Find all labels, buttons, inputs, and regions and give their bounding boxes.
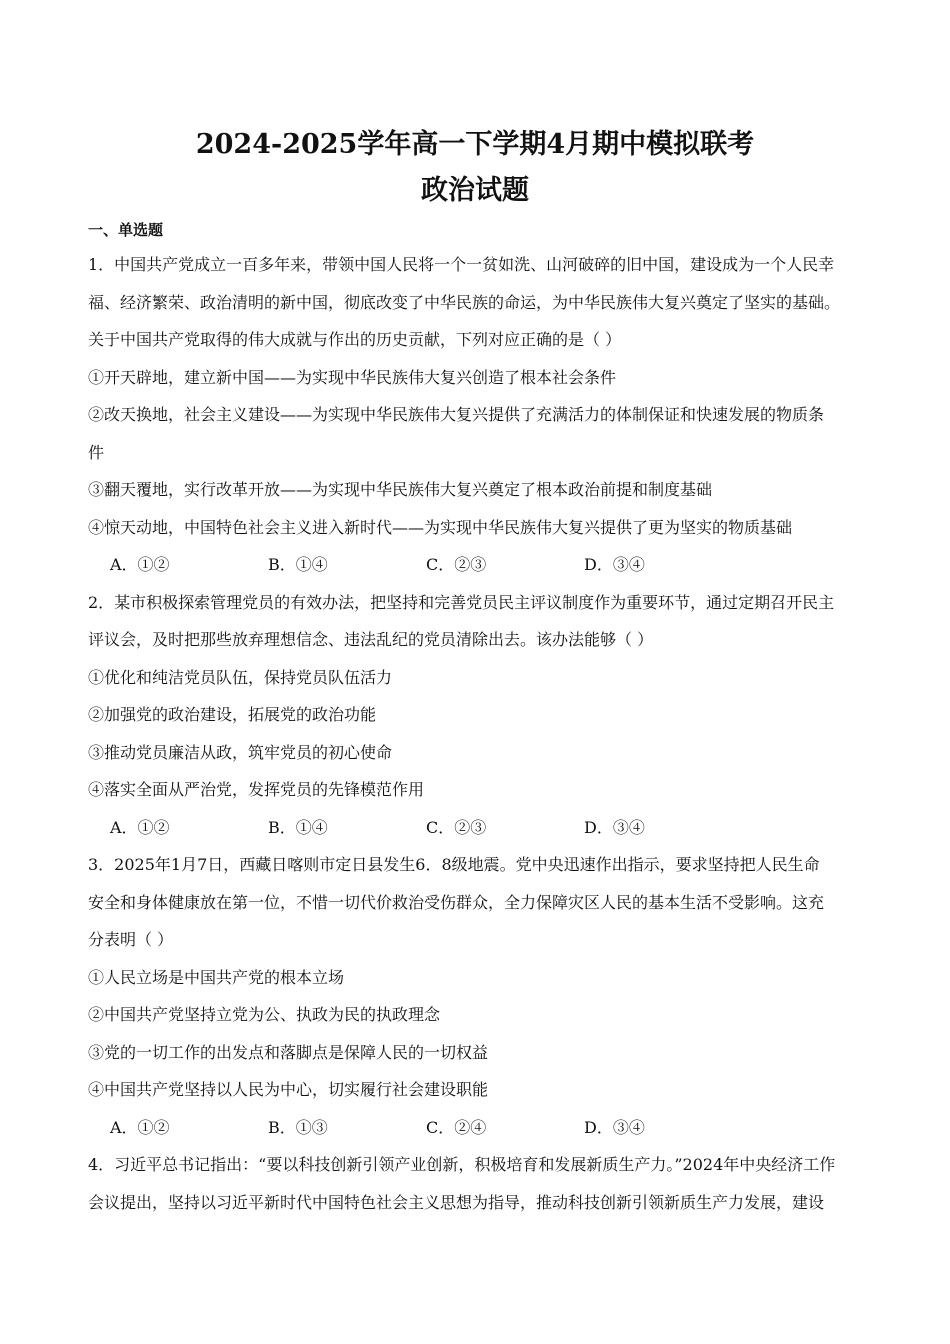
question-line: 安全和身体健康放在第一位，不惜一切代价救治受伤群众，全力保障灾区人民的基本生活不受影响。这充 — [88, 892, 825, 912]
answer-option: C．②④ — [426, 1117, 487, 1137]
question-line: ③推动党员廉洁从政，筑牢党员的初心使命 — [88, 742, 393, 762]
answer-option: C．②③ — [426, 555, 487, 574]
question-line: 评议会，及时把那些放弃理想信念、违法乱纪的党员清除出去。该办法能够（ ） — [88, 630, 654, 649]
question-line: ③党的一切工作的出发点和落脚点是保障人民的一切权益 — [88, 1042, 489, 1062]
question-line: ③翻天覆地，实行改革开放——为实现中华民族伟大复兴奠定了根本政治前提和制度基础 — [88, 480, 713, 499]
answer-option: D．③④ — [584, 817, 645, 837]
exam-subtitle: 政治试题 — [421, 175, 529, 206]
question-line: ①开天辟地，建立新中国——为实现中华民族伟大复兴创造了根本社会条件 — [88, 367, 617, 387]
question-line: ②中国共产党坚持立党为公、执政为民的执政理念 — [88, 1005, 441, 1024]
question-block — [88, 1146, 862, 1221]
question-line: ②改天换地，社会主义建设——为实现中华民族伟大复兴提供了充满活力的体制保证和快速发展的物质条 — [88, 405, 825, 424]
answer-option: D．③④ — [584, 1117, 645, 1137]
answer-options — [88, 546, 862, 584]
question-list — [88, 246, 862, 1221]
answer-options — [88, 809, 862, 847]
question-line: 福、经济繁荣、政治清明的新中国，彻底改变了中华民族的命运，为中华民族伟大复兴奠定了坚实的基础。 — [88, 292, 841, 312]
question-line: 分表明（ ） — [88, 930, 174, 949]
answer-option: B．①④ — [268, 817, 328, 837]
question-line: ②加强党的政治建设，拓展党的政治功能 — [88, 705, 377, 724]
question-line: 会议提出，坚持以习近平新时代中国特色社会主义思想为指导，推动科技创新引领新质生产力发展，建设 — [88, 1192, 825, 1212]
question-line: 1．中国共产党成立一百多年来，带领中国人民将一个一贫如洗、山河破碎的旧中国，建设成为一个人民幸 — [88, 255, 835, 274]
question-line: 4．习近平总书记指出：“要以科技创新引领产业创新，积极培育和发展新质生产力。”2024年中央经济工作 — [88, 1155, 836, 1174]
question-line: ④惊天动地，中国特色社会主义进入新时代——为实现中华民族伟大复兴提供了更为坚实的物质基础 — [88, 517, 793, 537]
answer-option: A．①② — [110, 555, 170, 574]
question-block — [88, 846, 862, 1146]
question-line: 件 — [88, 442, 105, 462]
answer-option: B．①③ — [268, 1117, 328, 1137]
answer-option: B．①④ — [268, 555, 328, 574]
answer-options — [88, 1109, 862, 1147]
question-line: ①优化和纯洁党员队伍，保持党员队伍活力 — [88, 667, 393, 687]
answer-option: C．②③ — [426, 817, 487, 837]
question-line: ①人民立场是中国共产党的根本立场 — [88, 967, 345, 987]
exam-title: 2024-2025学年高一下学期4月期中模拟联考 — [195, 129, 755, 160]
question-line: ④落实全面从严治党，发挥党员的先锋模范作用 — [88, 780, 425, 799]
question-line: 2．某市积极探索管理党员的有效办法，把坚持和完善党员民主评议制度作为重要环节，通过定期召开民主 — [88, 592, 835, 612]
answer-option: A．①② — [110, 1117, 170, 1137]
question-line: 关于中国共产党取得的伟大成就与作出的历史贡献，下列对应正确的是（ ） — [88, 330, 622, 349]
question-line: 3．2025年1月7日，西藏日喀则市定日县发生6．8级地震。党中央迅速作出指示，要求坚持把人民生命 — [88, 855, 820, 874]
section-heading: 一、单选题 — [88, 221, 164, 239]
question-line: ④中国共产党坚持以人民为中心，切实履行社会建设职能 — [88, 1080, 489, 1099]
answer-option: D．③④ — [584, 555, 645, 574]
question-block — [88, 584, 862, 847]
answer-option: A．①② — [110, 817, 170, 837]
question-block — [88, 246, 862, 584]
